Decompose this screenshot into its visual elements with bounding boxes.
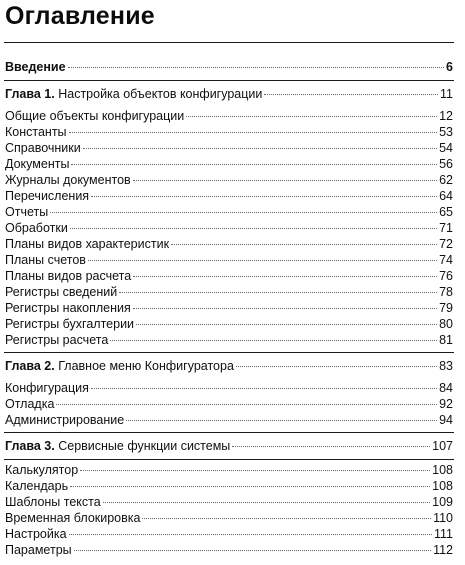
dot-leader [74, 549, 431, 551]
dot-leader [186, 115, 437, 117]
dot-leader [136, 323, 437, 325]
toc-entry [5, 204, 453, 220]
toc-entry-page: 84 [439, 381, 453, 395]
toc-entry [5, 300, 453, 316]
toc-entry-page: 108 [432, 463, 453, 477]
toc-entry-label: Константы [5, 125, 67, 139]
dot-leader [126, 419, 437, 421]
dot-leader [50, 211, 437, 213]
dot-leader [103, 501, 430, 503]
chapter-title [5, 438, 230, 454]
toc-entry-page: 92 [439, 397, 453, 411]
dot-leader [133, 275, 437, 277]
dot-leader [133, 307, 437, 309]
chapter-heading-3 [5, 438, 453, 454]
toc-entry-label: Перечисления [5, 189, 90, 203]
toc-entry-page: 65 [439, 205, 453, 219]
toc-entry [5, 316, 453, 332]
toc-entry-page: 109 [432, 495, 453, 509]
toc-entry [5, 542, 453, 558]
divider [4, 459, 454, 460]
toc-entry-intro [5, 59, 453, 75]
divider [4, 80, 454, 81]
dot-leader [68, 66, 444, 68]
toc-entry-label: Планы видов характеристик [5, 237, 170, 251]
toc-entry-label: Настройка [5, 527, 67, 541]
toc-entry-page: 11 [440, 87, 453, 101]
toc-entry-label: Обработки [5, 221, 68, 235]
toc-entry-label: Документы [5, 157, 70, 171]
toc-entry-label: Временная блокировка [5, 511, 141, 525]
dot-leader [91, 195, 437, 197]
toc-entry-page: 64 [439, 189, 453, 203]
toc-entry [5, 108, 453, 124]
toc-entry-page: 72 [439, 237, 453, 251]
toc-entry [5, 252, 453, 268]
chapter-heading-2 [5, 358, 453, 374]
dot-leader [232, 445, 430, 447]
dot-leader [264, 93, 438, 95]
toc-entry-label: Регистры накопления [5, 301, 131, 315]
dot-leader [69, 533, 432, 535]
toc-entry-page: 78 [439, 285, 453, 299]
toc-entry-label: Шаблоны текста [5, 495, 101, 509]
toc-entry-page: 112 [433, 543, 453, 557]
dot-leader [236, 365, 437, 367]
toc-entry-page: 80 [439, 317, 453, 331]
toc-entry-page: 111 [433, 527, 453, 541]
dot-leader [88, 259, 437, 261]
chapter-name: Сервисные функции системы [58, 439, 231, 453]
toc-entry [5, 140, 453, 156]
toc-entry-label: Регистры сведений [5, 285, 118, 299]
divider [4, 42, 454, 43]
toc-entry-label: Конфигурация [5, 381, 89, 395]
toc-entry [5, 526, 453, 542]
toc-entry [5, 396, 453, 412]
toc-entry [5, 124, 453, 140]
toc-entry-label: Параметры [5, 543, 72, 557]
toc-entry-page: 79 [439, 301, 453, 315]
toc-entry [5, 332, 453, 348]
chapter-name: Главное меню Конфигуратора [58, 359, 234, 373]
toc-entry-label: Отчеты [5, 205, 49, 219]
dot-leader [56, 403, 437, 405]
toc-entry [5, 494, 453, 510]
toc-entry-page: 56 [439, 157, 453, 171]
dot-leader [133, 179, 437, 181]
chapter-prefix: Глава 2. [5, 359, 55, 373]
toc-entry-page: 12 [439, 109, 453, 123]
chapter-title [5, 358, 234, 374]
toc-entry [5, 220, 453, 236]
chapter-prefix: Глава 1. [5, 87, 55, 101]
toc-entry-page: 107 [432, 439, 453, 453]
toc-entry-page: 6 [446, 60, 453, 74]
toc-entry-page: 76 [439, 269, 453, 283]
toc-entry-page: 54 [439, 141, 453, 155]
toc-entry-label: Календарь [5, 479, 69, 493]
dot-leader [69, 131, 438, 133]
toc-entry [5, 284, 453, 300]
toc-entry-page: 110 [433, 511, 453, 525]
toc-entry-label: Отладка [5, 397, 55, 411]
toc-entry [5, 188, 453, 204]
toc-entry-label: Администрирование [5, 413, 125, 427]
dot-leader [70, 227, 437, 229]
dot-leader [71, 163, 437, 165]
dot-leader [171, 243, 437, 245]
toc-entry-page: 83 [439, 359, 453, 373]
toc-entry-label: Справочники [5, 141, 81, 155]
toc-entry-label: Планы счетов [5, 253, 86, 267]
toc-entry-label: Планы видов расчета [5, 269, 132, 283]
page-title: Оглавление [5, 2, 155, 30]
chapter-name: Настройка объектов конфигурации [58, 87, 263, 101]
toc-entry-label: Калькулятор [5, 463, 79, 477]
divider [4, 352, 454, 353]
dot-leader [70, 485, 430, 487]
toc-entry [5, 510, 453, 526]
dot-leader [119, 291, 437, 293]
toc-entry-page: 71 [439, 221, 453, 235]
toc-entry-page: 53 [439, 125, 453, 139]
toc-entry [5, 412, 453, 428]
toc-entry [5, 268, 453, 284]
toc-entry [5, 156, 453, 172]
toc-entry-label: Введение [5, 60, 66, 74]
toc-entry [5, 478, 453, 494]
toc-entry-label: Общие объекты конфигурации [5, 109, 185, 123]
toc-entry [5, 462, 453, 478]
chapter-title [5, 86, 262, 102]
dot-leader [80, 469, 430, 471]
toc-entry-page: 94 [439, 413, 453, 427]
toc-entry-page: 108 [432, 479, 453, 493]
dot-leader [110, 339, 437, 341]
toc-entry-label: Регистры бухгалтерии [5, 317, 135, 331]
divider [4, 432, 454, 433]
chapter-heading-1 [5, 86, 453, 102]
dot-leader [91, 387, 437, 389]
toc-entry [5, 380, 453, 396]
toc-entry [5, 172, 453, 188]
toc-entry-page: 81 [439, 333, 453, 347]
toc-entry-page: 62 [439, 173, 453, 187]
toc-entry [5, 236, 453, 252]
toc-entry-label: Журналы документов [5, 173, 131, 187]
toc-entry-label: Регистры расчета [5, 333, 109, 347]
toc-entry-page: 74 [439, 253, 453, 267]
chapter-prefix: Глава 3. [5, 439, 55, 453]
dot-leader [142, 517, 431, 519]
dot-leader [83, 147, 437, 149]
